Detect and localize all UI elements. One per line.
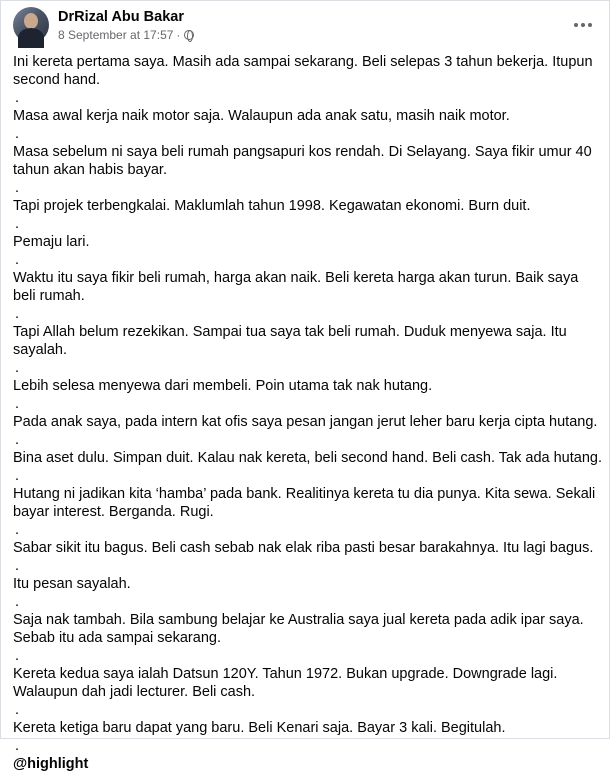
author-name[interactable]: DrRizal Abu Bakar xyxy=(58,9,184,25)
post-paragraph: Saja nak tambah. Bila sambung belajar ke Australia saya jual kereta pada adik ipar saya. Sebab itu ada sampai sekarang. xyxy=(13,612,584,646)
post-paragraph: Itu pesan sayalah. xyxy=(13,576,131,592)
post-paragraph: Tapi Allah belum rezekikan. Sampai tua saya tak beli rumah. Duduk menyewa saja. Itu sayalah. xyxy=(13,324,567,358)
paragraph-separator: . xyxy=(15,360,20,376)
dot-icon xyxy=(581,23,585,27)
post-paragraph: Sabar sikit itu bagus. Beli cash sebab nak elak riba pasti besar barakahnya. Itu lagi bagus. xyxy=(13,540,594,556)
dot-icon xyxy=(588,23,592,27)
post-date[interactable]: 8 September at 17:57 xyxy=(58,28,174,42)
post-paragraph: Kereta kedua saya ialah Datsun 120Y. Tahun 1972. Bukan upgrade. Downgrade lagi. Walaupun dah jadi lecturer. Beli cash. xyxy=(13,666,558,700)
paragraph-separator: . xyxy=(15,468,20,484)
paragraph-separator: . xyxy=(15,90,20,106)
avatar[interactable] xyxy=(13,7,49,43)
paragraph-separator: . xyxy=(15,126,20,142)
post-paragraph: Pemaju lari. xyxy=(13,234,90,250)
paragraph-separator: . xyxy=(15,648,20,664)
paragraph-separator: . xyxy=(15,396,20,412)
meta-separator: · xyxy=(176,28,181,42)
post-paragraph: Lebih selesa menyewa dari membeli. Poin utama tak nak hutang. xyxy=(13,378,433,394)
post-body xyxy=(13,53,603,773)
paragraph-separator: . xyxy=(15,306,20,322)
paragraph-separator: . xyxy=(15,432,20,448)
more-options-button[interactable] xyxy=(569,11,597,39)
paragraph-separator: . xyxy=(15,522,20,538)
paragraph-separator: . xyxy=(15,702,20,718)
post-paragraph: Waktu itu saya fikir beli rumah, harga akan naik. Beli kereta harga akan turun. Baik saya beli rumah. xyxy=(13,270,579,304)
post-paragraph: Masa sebelum ni saya beli rumah pangsapuri kos rendah. Di Selayang. Saya fikir umur 40 tahun akan habis bayar. xyxy=(13,144,592,178)
post-paragraph: Hutang ni jadikan kita ‘hamba’ pada bank. Realitinya kereta tu dia punya. Kita sewa. Sekali bayar interest. Berganda. Rugi. xyxy=(13,486,596,520)
post-paragraph: Pada anak saya, pada intern kat ofis saya pesan jangan jerut leher baru kerja cipta hutang. xyxy=(13,414,598,430)
paragraph-separator: . xyxy=(15,738,20,754)
paragraph-separator: . xyxy=(15,216,20,232)
post-header xyxy=(13,7,597,43)
globe-icon xyxy=(184,30,194,40)
paragraph-separator: . xyxy=(15,558,20,574)
post-paragraph: Masa awal kerja naik motor saja. Walaupun ada anak satu, masih naik motor. xyxy=(13,108,510,124)
post-paragraph: Bina aset dulu. Simpan duit. Kalau nak kereta, beli second hand. Beli cash. Tak ada hutang. xyxy=(13,450,602,466)
post-paragraph: Kereta ketiga baru dapat yang baru. Beli Kenari saja. Bayar 3 kali. Begitulah. xyxy=(13,720,506,736)
dot-icon xyxy=(574,23,578,27)
paragraph-separator: . xyxy=(15,252,20,268)
hashtag-link[interactable]: @highlight xyxy=(13,756,89,772)
post-paragraph: Ini kereta pertama saya. Masih ada sampai sekarang. Beli selepas 3 tahun bekerja. Itupun second hand. xyxy=(13,54,593,88)
paragraph-separator: . xyxy=(15,594,20,610)
post-meta xyxy=(58,28,194,42)
post-paragraph: Tapi projek terbengkalai. Maklumlah tahun 1998. Kegawatan ekonomi. Burn duit. xyxy=(13,198,531,214)
paragraph-separator: . xyxy=(15,180,20,196)
